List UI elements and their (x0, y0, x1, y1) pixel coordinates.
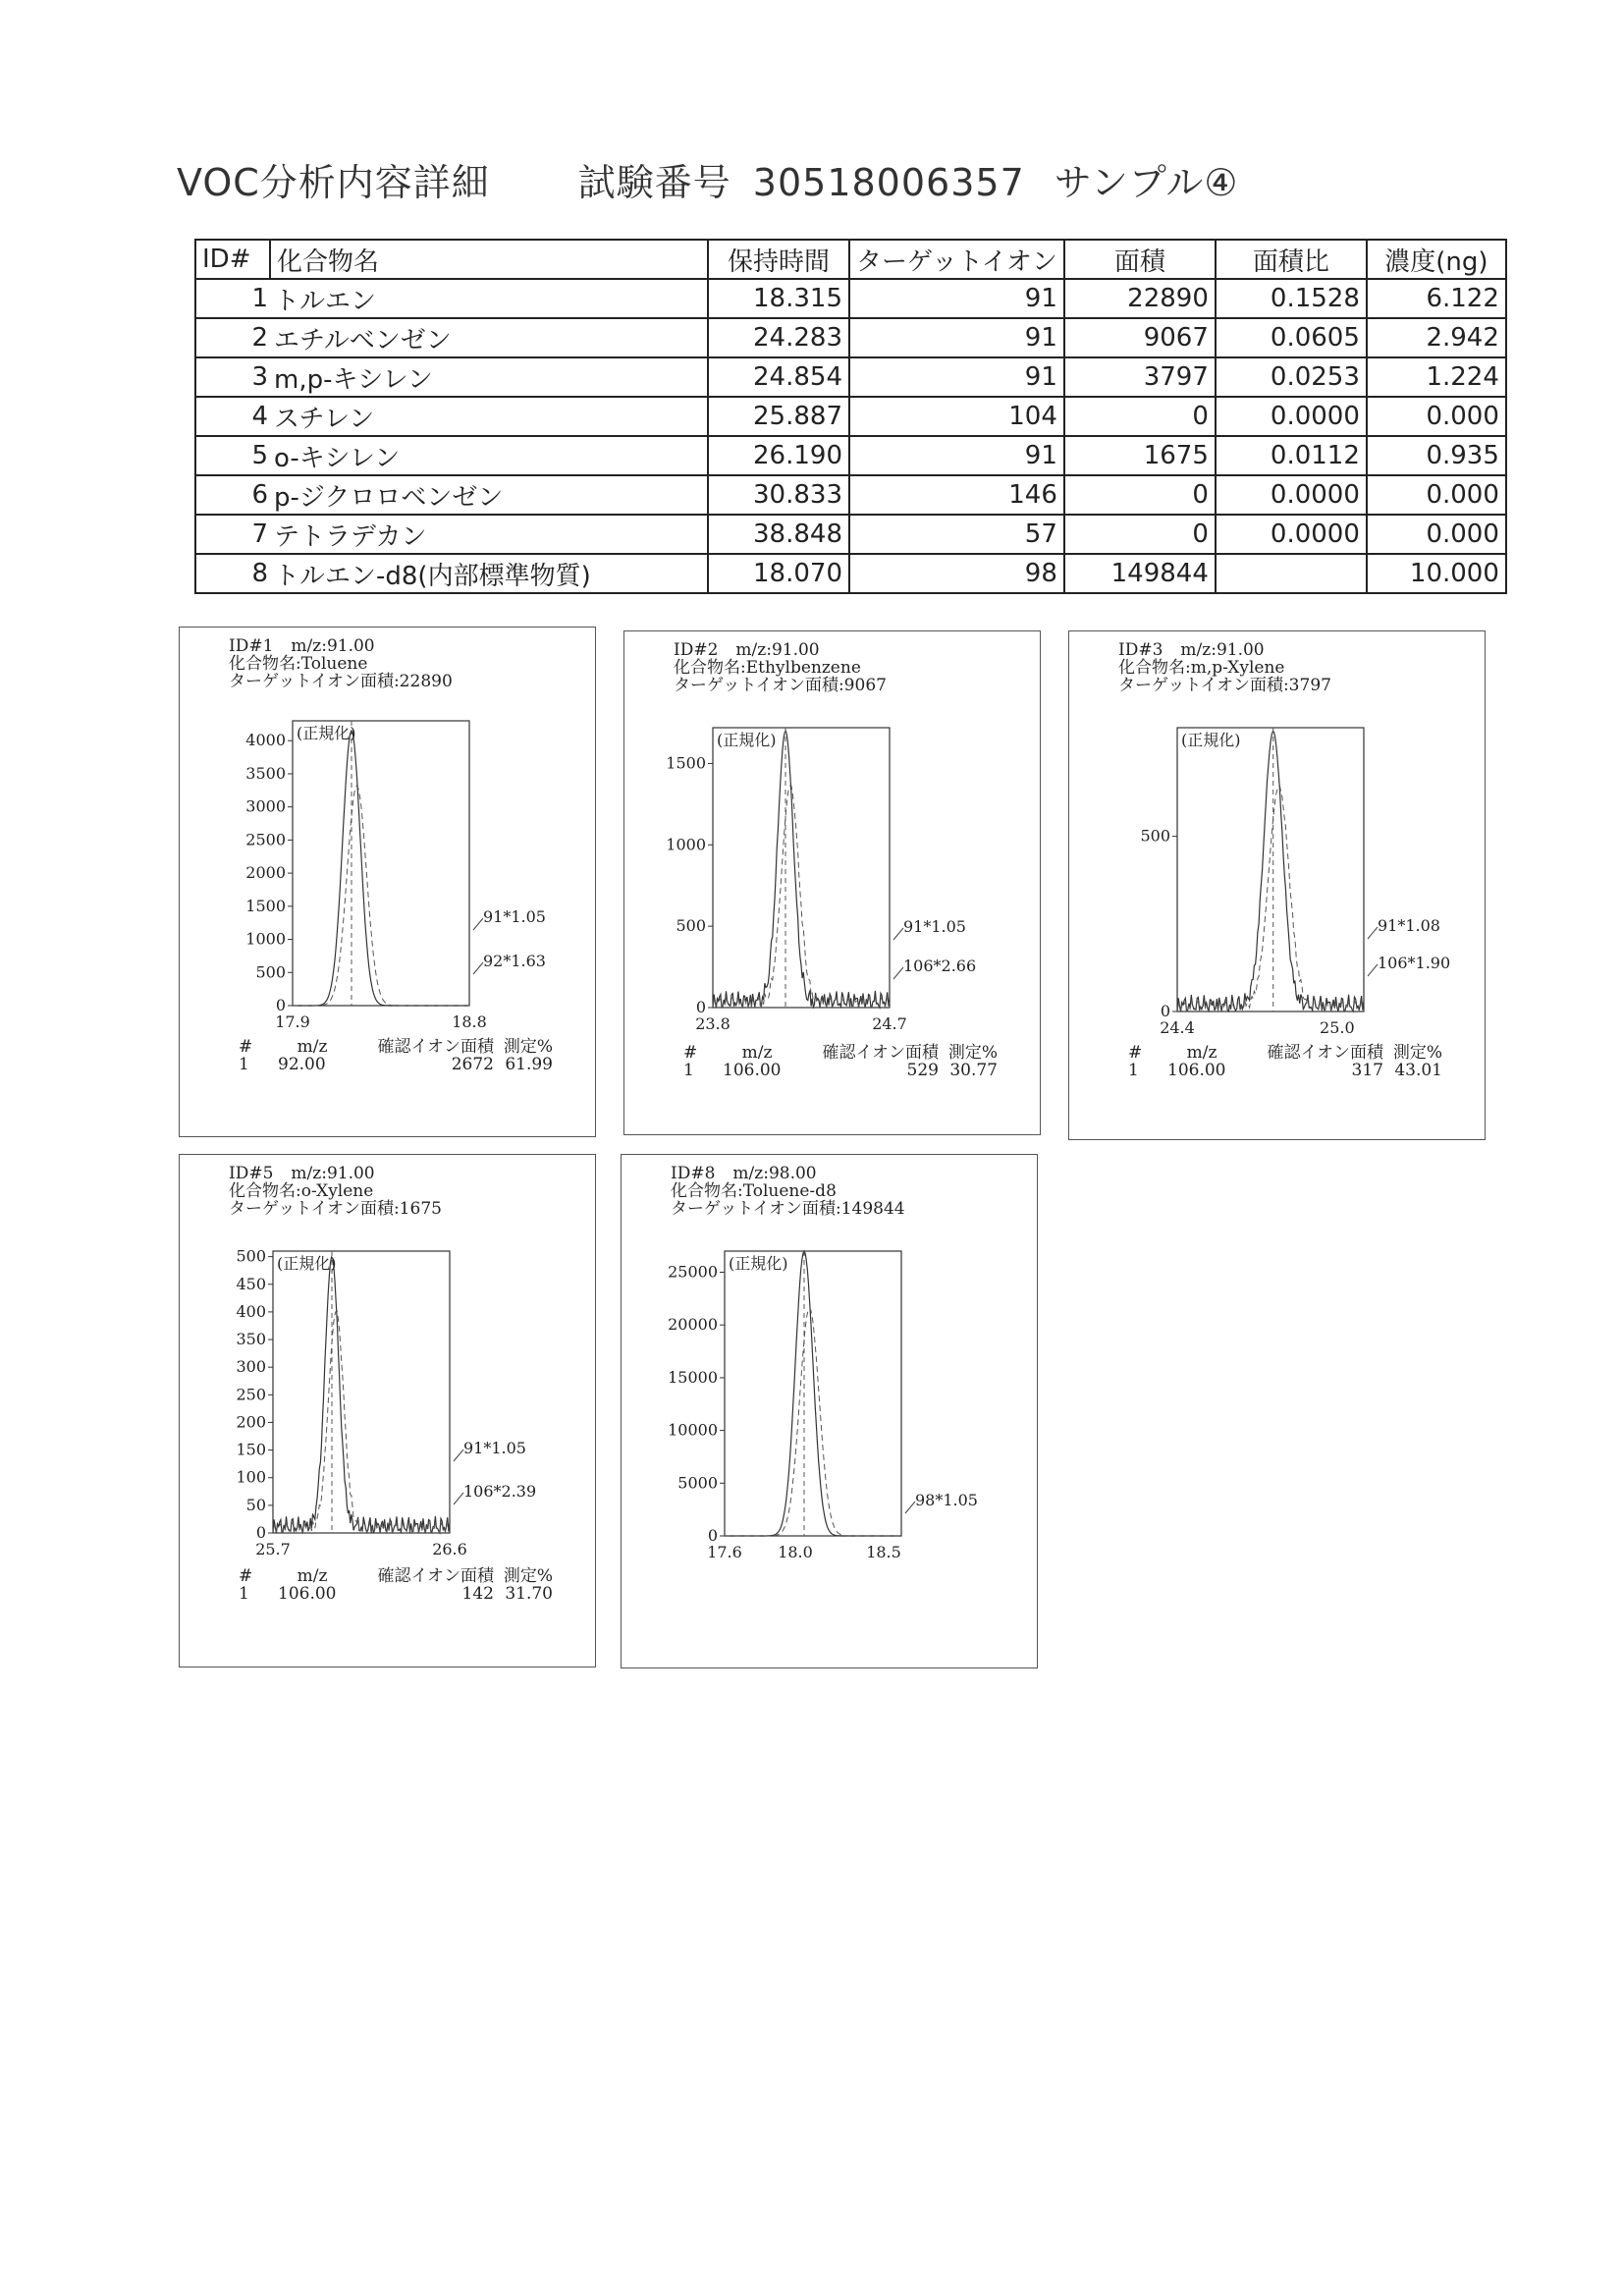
table-row (195, 554, 1506, 593)
footer-row-number: 1 (1128, 1061, 1139, 1080)
y-tick-label: 0 (275, 996, 286, 1014)
row-concentration: 0.000 (1367, 475, 1506, 515)
footer-header-row (239, 1567, 553, 1585)
row-area: 0 (1064, 515, 1216, 554)
y-tick-label: 50 (245, 1495, 266, 1514)
footer-hash: # (239, 1566, 253, 1586)
table-row (195, 318, 1506, 357)
y-tick-label: 500 (236, 1246, 266, 1266)
ion-ratio-annotation: 92*1.63 (483, 952, 546, 970)
results-table (194, 239, 1507, 594)
row-compound-name: o-キシレン (270, 436, 708, 475)
annotation-leader (1368, 927, 1378, 939)
header-retention-time: 保持時間 (708, 240, 849, 279)
y-tick-label: 2500 (245, 830, 286, 849)
chart-id: ID#3 (1118, 640, 1163, 660)
qualifier-ion-trace (1177, 786, 1364, 1011)
row-id: 8 (195, 554, 270, 593)
y-tick-label: 0 (1160, 1002, 1170, 1020)
chromatogram-plot (180, 628, 595, 1030)
chart-footer (239, 1567, 553, 1603)
footer-header-row (683, 1044, 998, 1062)
y-tick-label: 25000 (668, 1262, 718, 1282)
annotation-leader (905, 1502, 915, 1513)
normalized-label: (正規化) (729, 1254, 788, 1273)
row-id: 2 (195, 318, 270, 357)
row-retention-time: 26.190 (708, 436, 849, 475)
row-compound-name: テトラデカン (270, 515, 708, 554)
normalized-label: (正規化) (277, 1254, 337, 1273)
footer-value-row (239, 1585, 553, 1603)
row-retention-time: 24.854 (708, 357, 849, 397)
x-tick-label: 18.5 (866, 1543, 901, 1558)
y-tick-label: 450 (236, 1274, 266, 1293)
table-row (195, 397, 1506, 436)
x-tick-label: 25.0 (1320, 1018, 1355, 1034)
row-id: 3 (195, 357, 270, 397)
row-id: 6 (195, 475, 270, 515)
row-retention-time: 18.070 (708, 554, 849, 593)
plot-frame (273, 1251, 450, 1533)
ion-ratio-annotation: 98*1.05 (915, 1491, 978, 1509)
ion-ratio-annotation: 106*2.66 (903, 957, 977, 975)
x-tick-label: 17.9 (275, 1012, 310, 1030)
table-row (195, 279, 1506, 318)
qualifier-ion-trace (293, 786, 469, 1006)
row-compound-name: トルエン (270, 279, 708, 318)
x-tick-label: 24.4 (1160, 1018, 1195, 1034)
y-tick-label: 150 (236, 1440, 266, 1459)
y-tick-label: 500 (255, 962, 286, 982)
footer-header-row (1128, 1044, 1442, 1062)
footer-measured-header: 測定% (503, 1566, 553, 1586)
y-tick-label: 0 (255, 1523, 266, 1542)
qualifier-ion-trace (713, 786, 890, 1008)
chart-id: ID#1 (229, 636, 274, 656)
y-tick-label: 100 (236, 1467, 266, 1487)
target-ion-trace (725, 1251, 901, 1536)
chromatogram-panel-mp-xylene (1068, 630, 1486, 1140)
x-tick-label: 18.0 (778, 1543, 813, 1558)
y-tick-label: 4000 (245, 731, 286, 750)
annotation-leader (1368, 964, 1378, 976)
chromatogram-panel-ethylbenzene (623, 630, 1041, 1135)
table-row (195, 436, 1506, 475)
row-concentration: 0.935 (1367, 436, 1506, 475)
chart-footer (1128, 1044, 1442, 1079)
footer-header-row (239, 1038, 553, 1056)
y-tick-label: 2000 (245, 863, 286, 883)
row-compound-name: m,p-キシレン (270, 357, 708, 397)
test-number-label: 試験番号 (577, 161, 731, 204)
footer-area-header: 確認イオン面積 (377, 1566, 494, 1586)
y-tick-label: 3000 (245, 796, 286, 816)
chart-target-area: ターゲットイオン面積:9067 (674, 676, 887, 695)
row-retention-time: 24.283 (708, 318, 849, 357)
footer-hash: # (1128, 1043, 1143, 1063)
y-tick-label: 500 (1140, 826, 1170, 846)
test-number: 30518006357 (752, 161, 1025, 204)
row-target-ion: 91 (849, 279, 1064, 318)
ion-ratio-annotation: 91*1.05 (903, 917, 966, 936)
chromatogram-plot (180, 1155, 595, 1558)
footer-hash: # (683, 1043, 698, 1063)
row-id: 7 (195, 515, 270, 554)
row-area-ratio: 0.0605 (1216, 318, 1367, 357)
footer-mz-header: m/z (1186, 1043, 1217, 1063)
row-target-ion: 91 (849, 357, 1064, 397)
footer-mz-header: m/z (297, 1037, 328, 1057)
header-id: ID# (195, 240, 270, 279)
row-id: 5 (195, 436, 270, 475)
x-tick-label: 24.7 (872, 1014, 907, 1033)
x-tick-label: 23.8 (695, 1014, 730, 1033)
normalized-label: (正規化) (717, 731, 777, 749)
chart-compound: 化合物名:o-Xylene (229, 1181, 374, 1201)
y-tick-label: 5000 (677, 1473, 718, 1493)
row-target-ion: 98 (849, 554, 1064, 593)
row-target-ion: 57 (849, 515, 1064, 554)
row-target-ion: 146 (849, 475, 1064, 515)
chart-mz: m/z:91.00 (1180, 640, 1265, 660)
row-compound-name: スチレン (270, 397, 708, 436)
y-tick-label: 0 (707, 1526, 718, 1545)
y-tick-label: 400 (236, 1301, 266, 1321)
chart-target-area: ターゲットイオン面積:22890 (229, 672, 453, 691)
table-row (195, 357, 1506, 397)
chart-compound: 化合物名:m,p-Xylene (1118, 658, 1285, 678)
row-retention-time: 38.848 (708, 515, 849, 554)
row-area-ratio (1216, 554, 1367, 593)
row-area: 22890 (1064, 279, 1216, 318)
footer-measured-header: 測定% (1392, 1043, 1442, 1063)
chromatogram-panel-o-xylene (179, 1154, 596, 1667)
row-area-ratio: 0.0112 (1216, 436, 1367, 475)
row-area: 3797 (1064, 357, 1216, 397)
footer-measured-header: 測定% (947, 1043, 998, 1063)
footer-row-number: 1 (683, 1061, 694, 1080)
chart-id: ID#5 (229, 1164, 274, 1183)
x-tick-label: 25.7 (255, 1540, 291, 1558)
annotation-leader (473, 962, 483, 974)
ion-ratio-annotation: 91*1.05 (463, 1439, 526, 1457)
chart-mz: m/z:91.00 (735, 640, 820, 660)
chart-target-area: ターゲットイオン面積:3797 (1118, 676, 1331, 695)
chart-mz: m/z:91.00 (291, 1164, 375, 1183)
chart-compound: 化合物名:Toluene-d8 (671, 1181, 837, 1201)
header-concentration: 濃度(ng) (1367, 240, 1506, 279)
row-retention-time: 25.887 (708, 397, 849, 436)
chromatogram-panel-toluene-d8 (621, 1154, 1038, 1668)
y-tick-label: 10000 (668, 1420, 718, 1440)
chart-mz: m/z:98.00 (732, 1164, 817, 1183)
chart-footer (683, 1044, 998, 1079)
chromatogram-plot (622, 1155, 1037, 1558)
annotation-leader (454, 1493, 463, 1504)
row-target-ion: 104 (849, 397, 1064, 436)
footer-mz-value: 106.00 (723, 1061, 782, 1080)
report-title: VOC分析内容詳細 (177, 161, 490, 204)
chart-compound: 化合物名:Toluene (229, 654, 368, 674)
target-ion-trace (713, 731, 890, 1008)
qualifier-ion-trace (725, 1308, 901, 1536)
normalized-label: (正規化) (297, 724, 356, 742)
footer-row-number: 1 (239, 1584, 249, 1604)
chart-mz: m/z:91.00 (291, 636, 375, 656)
row-id: 1 (195, 279, 270, 318)
footer-mz-value: 106.00 (278, 1584, 337, 1604)
header-area: 面積 (1064, 240, 1216, 279)
row-area-ratio: 0.0000 (1216, 475, 1367, 515)
row-area-ratio: 0.0000 (1216, 397, 1367, 436)
y-tick-label: 350 (236, 1330, 266, 1349)
header-compound-name: 化合物名 (270, 240, 708, 279)
ion-ratio-annotation: 106*2.39 (463, 1482, 537, 1501)
header-target-ion: ターゲットイオン (849, 240, 1064, 279)
y-tick-label: 1500 (245, 896, 286, 915)
chart-id: ID#2 (674, 640, 719, 660)
row-area-ratio: 0.1528 (1216, 279, 1367, 318)
sample-label: サンプル④ (1054, 161, 1239, 204)
annotation-leader (893, 928, 903, 940)
footer-value-row (683, 1062, 998, 1079)
footer-mz-value: 92.00 (278, 1055, 326, 1074)
row-concentration: 10.000 (1367, 554, 1506, 593)
qualifier-ion-trace (273, 1311, 450, 1533)
y-tick-label: 250 (236, 1385, 266, 1404)
footer-measured-value: 61.99 (505, 1055, 553, 1074)
y-tick-label: 300 (236, 1357, 266, 1377)
ion-ratio-annotation: 106*1.90 (1378, 954, 1451, 972)
annotation-leader (454, 1449, 463, 1461)
footer-area-value: 529 (906, 1061, 939, 1080)
plot-frame (1177, 728, 1364, 1011)
y-tick-label: 1500 (666, 753, 706, 773)
row-concentration: 2.942 (1367, 318, 1506, 357)
row-target-ion: 91 (849, 436, 1064, 475)
footer-area-header: 確認イオン面積 (1267, 1043, 1383, 1063)
row-retention-time: 18.315 (708, 279, 849, 318)
row-compound-name: p-ジクロロベンゼン (270, 475, 708, 515)
y-tick-label: 15000 (668, 1367, 718, 1387)
row-retention-time: 30.833 (708, 475, 849, 515)
row-target-ion: 91 (849, 318, 1064, 357)
footer-mz-header: m/z (297, 1566, 328, 1586)
row-area: 149844 (1064, 554, 1216, 593)
chromatogram-plot (624, 631, 1040, 1034)
row-concentration: 6.122 (1367, 279, 1506, 318)
normalized-label: (正規化) (1181, 731, 1241, 749)
page-title (177, 152, 1238, 206)
target-ion-trace (1177, 732, 1364, 1011)
target-ion-trace (293, 731, 469, 1006)
chromatogram-plot (1069, 631, 1485, 1034)
footer-area-value: 317 (1351, 1061, 1383, 1080)
y-tick-label: 1000 (666, 835, 706, 854)
chart-id: ID#8 (671, 1164, 716, 1183)
footer-area-value: 142 (461, 1584, 494, 1604)
table-row (195, 515, 1506, 554)
plot-frame (293, 721, 469, 1006)
footer-measured-value: 31.70 (505, 1584, 553, 1604)
y-tick-label: 200 (236, 1412, 266, 1432)
plot-frame (725, 1251, 901, 1536)
row-concentration: 0.000 (1367, 397, 1506, 436)
header-area-ratio: 面積比 (1216, 240, 1367, 279)
x-tick-label: 18.8 (452, 1012, 487, 1030)
row-compound-name: トルエン-d8(内部標準物質) (270, 554, 708, 593)
footer-area-header: 確認イオン面積 (377, 1037, 494, 1057)
footer-measured-header: 測定% (503, 1037, 553, 1057)
row-area: 0 (1064, 475, 1216, 515)
y-tick-label: 1000 (245, 929, 286, 949)
table-header-row (195, 240, 1506, 279)
footer-row-number: 1 (239, 1055, 249, 1074)
footer-value-row (1128, 1062, 1442, 1079)
y-tick-label: 3500 (245, 763, 286, 783)
chart-compound: 化合物名:Ethylbenzene (674, 658, 861, 678)
row-concentration: 1.224 (1367, 357, 1506, 397)
footer-hash: # (239, 1037, 253, 1057)
row-concentration: 0.000 (1367, 515, 1506, 554)
chromatogram-panel-toluene (179, 627, 596, 1137)
row-area: 9067 (1064, 318, 1216, 357)
y-tick-label: 500 (676, 916, 706, 936)
ion-ratio-annotation: 91*1.08 (1378, 916, 1440, 935)
chart-target-area: ターゲットイオン面積:149844 (671, 1199, 905, 1219)
footer-area-header: 確認イオン面積 (822, 1043, 939, 1063)
row-id: 4 (195, 397, 270, 436)
footer-measured-value: 30.77 (949, 1061, 998, 1080)
row-compound-name: エチルベンゼン (270, 318, 708, 357)
row-area-ratio: 0.0253 (1216, 357, 1367, 397)
row-area: 1675 (1064, 436, 1216, 475)
y-tick-label: 20000 (668, 1315, 718, 1335)
footer-mz-value: 106.00 (1167, 1061, 1226, 1080)
footer-measured-value: 43.01 (1394, 1061, 1442, 1080)
row-area: 0 (1064, 397, 1216, 436)
x-tick-label: 17.6 (707, 1543, 742, 1558)
footer-mz-header: m/z (741, 1043, 773, 1063)
ion-ratio-annotation: 91*1.05 (483, 907, 546, 926)
table-row (195, 475, 1506, 515)
y-tick-label: 0 (695, 998, 706, 1016)
chart-footer (239, 1038, 553, 1073)
x-tick-label: 26.6 (432, 1540, 467, 1558)
chart-target-area: ターゲットイオン面積:1675 (229, 1199, 442, 1219)
results-body (195, 279, 1506, 593)
target-ion-trace (273, 1257, 450, 1533)
row-area-ratio: 0.0000 (1216, 515, 1367, 554)
footer-value-row (239, 1056, 553, 1073)
annotation-leader (473, 918, 483, 930)
annotation-leader (893, 967, 903, 979)
footer-area-value: 2672 (451, 1055, 494, 1074)
